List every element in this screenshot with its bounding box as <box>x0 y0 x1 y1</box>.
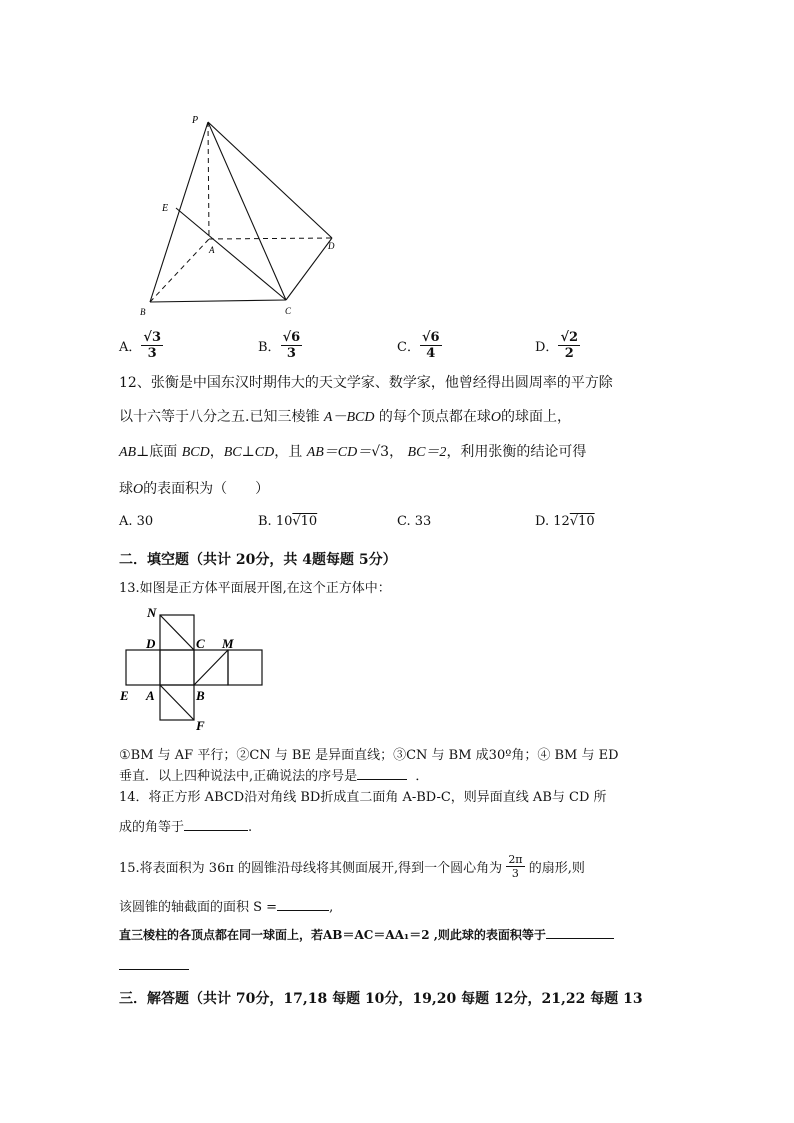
q13-answer-blank[interactable] <box>357 778 407 780</box>
net-mid-1 <box>126 650 160 685</box>
label-b: B <box>140 307 146 317</box>
q11-option-b[interactable]: B． $\frac{√6}{3}$ <box>258 330 301 361</box>
q12-option-d[interactable]: D. 12√10 <box>535 514 595 529</box>
q14-line-2: 成的角等于 . <box>119 820 253 835</box>
q15-line-2: 该圆锥的轴截面的面积 S = , <box>119 900 334 915</box>
q13-question: 垂直．以上四种说法中,正确说法的序号是 ． <box>119 769 429 784</box>
edge-ec <box>176 208 286 300</box>
net-diag-top <box>160 615 194 650</box>
q12-option-c[interactable]: C. 33 <box>397 514 432 529</box>
section-2-title: 二．填空题（共计 20分，共 4题每题 5分） <box>119 552 397 568</box>
q12-option-a[interactable]: A. 30 <box>119 514 154 529</box>
q15-answer-blank[interactable] <box>277 909 329 911</box>
q14-answer-blank[interactable] <box>184 829 248 831</box>
edge-pc <box>208 122 286 300</box>
net-label-a: A <box>146 688 155 703</box>
edge-pd <box>208 122 332 238</box>
q14-line-1: 14．将正方形 ABCD沿对角线 BD折成直二面角 A-BD-C，则异面直线 AB与 CD 所 <box>119 790 607 805</box>
q13-statements: ①BM 与 AF 平行；②CN 与 BE 是异面直线；③CN 与 BM 成30º角；④ BM 与 ED <box>119 748 619 763</box>
q12-line-3: AB⊥底面 BCD，BC⊥CD，且 AB＝CD＝√3， BC＝2，利用张衡的结论可得 <box>119 444 587 460</box>
edge-ad <box>209 238 332 239</box>
label-d: D <box>328 241 335 251</box>
edge-cd <box>286 238 332 300</box>
net-label-e: E <box>120 688 129 703</box>
q12-line-4: 球O的表面积为（ ） <box>119 481 270 497</box>
pyramid-figure <box>130 108 350 323</box>
q13-intro: 13.如图是正方体平面展开图,在这个正方体中： <box>119 581 391 596</box>
net-diag-mid <box>194 650 228 685</box>
net-label-c: C <box>196 636 205 651</box>
edge-ba <box>150 239 209 302</box>
net-label-n: N <box>147 605 157 620</box>
net-label-b: B <box>196 688 205 703</box>
q12-line-1: 12、张衡是中国东汉时期伟大的天文学家、数学家，他曾经得出圆周率的平方除 <box>119 375 613 391</box>
q16-answer-blank[interactable] <box>546 937 614 939</box>
q12-line-2: 以十六等于八分之五.已知三棱锥 A－BCD 的每个顶点都在球O的球面上， <box>119 409 572 425</box>
net-mid-2 <box>160 650 194 685</box>
q12-option-b[interactable]: B. 10√10 <box>258 514 318 529</box>
net-label-m: M <box>222 636 234 651</box>
label-a: A <box>209 245 215 255</box>
edge-pb <box>150 122 208 302</box>
edge-bc <box>150 300 286 302</box>
cube-net-figure <box>110 600 280 735</box>
q11-option-c[interactable]: C． $\frac{√6}{4}$ <box>397 330 440 361</box>
net-label-d: D <box>146 636 156 651</box>
q11-option-a[interactable]: A． $\frac{√3}{3}$ <box>119 330 161 361</box>
q15-line-1: 15.将表面积为 36π 的圆锥沿母线将其侧面展开,得到一个圆心角为 $\frac{2\pi}{3}$ 的扇形,则 <box>119 853 585 880</box>
edge-pa <box>208 122 209 239</box>
section-3-title: 三．解答题（共计 70分，17,18 每题 10分，19,20 每题 12分，21,22 每题 13 <box>119 991 643 1007</box>
label-e: E <box>162 203 169 214</box>
net-label-f: F <box>196 718 205 733</box>
net-diag-bottom <box>160 685 194 720</box>
net-mid-4 <box>228 650 262 685</box>
label-p: P <box>192 115 199 126</box>
q11-option-d[interactable]: D． $\frac{√2}{2}$ <box>535 330 579 361</box>
q16-answer-blank-continued[interactable] <box>119 969 189 970</box>
q16-line: 直三棱柱的各顶点都在同一球面上，若AB＝AC＝AA₁＝2 ,则此球的表面积等于 <box>119 926 614 943</box>
label-c: C <box>285 306 292 316</box>
